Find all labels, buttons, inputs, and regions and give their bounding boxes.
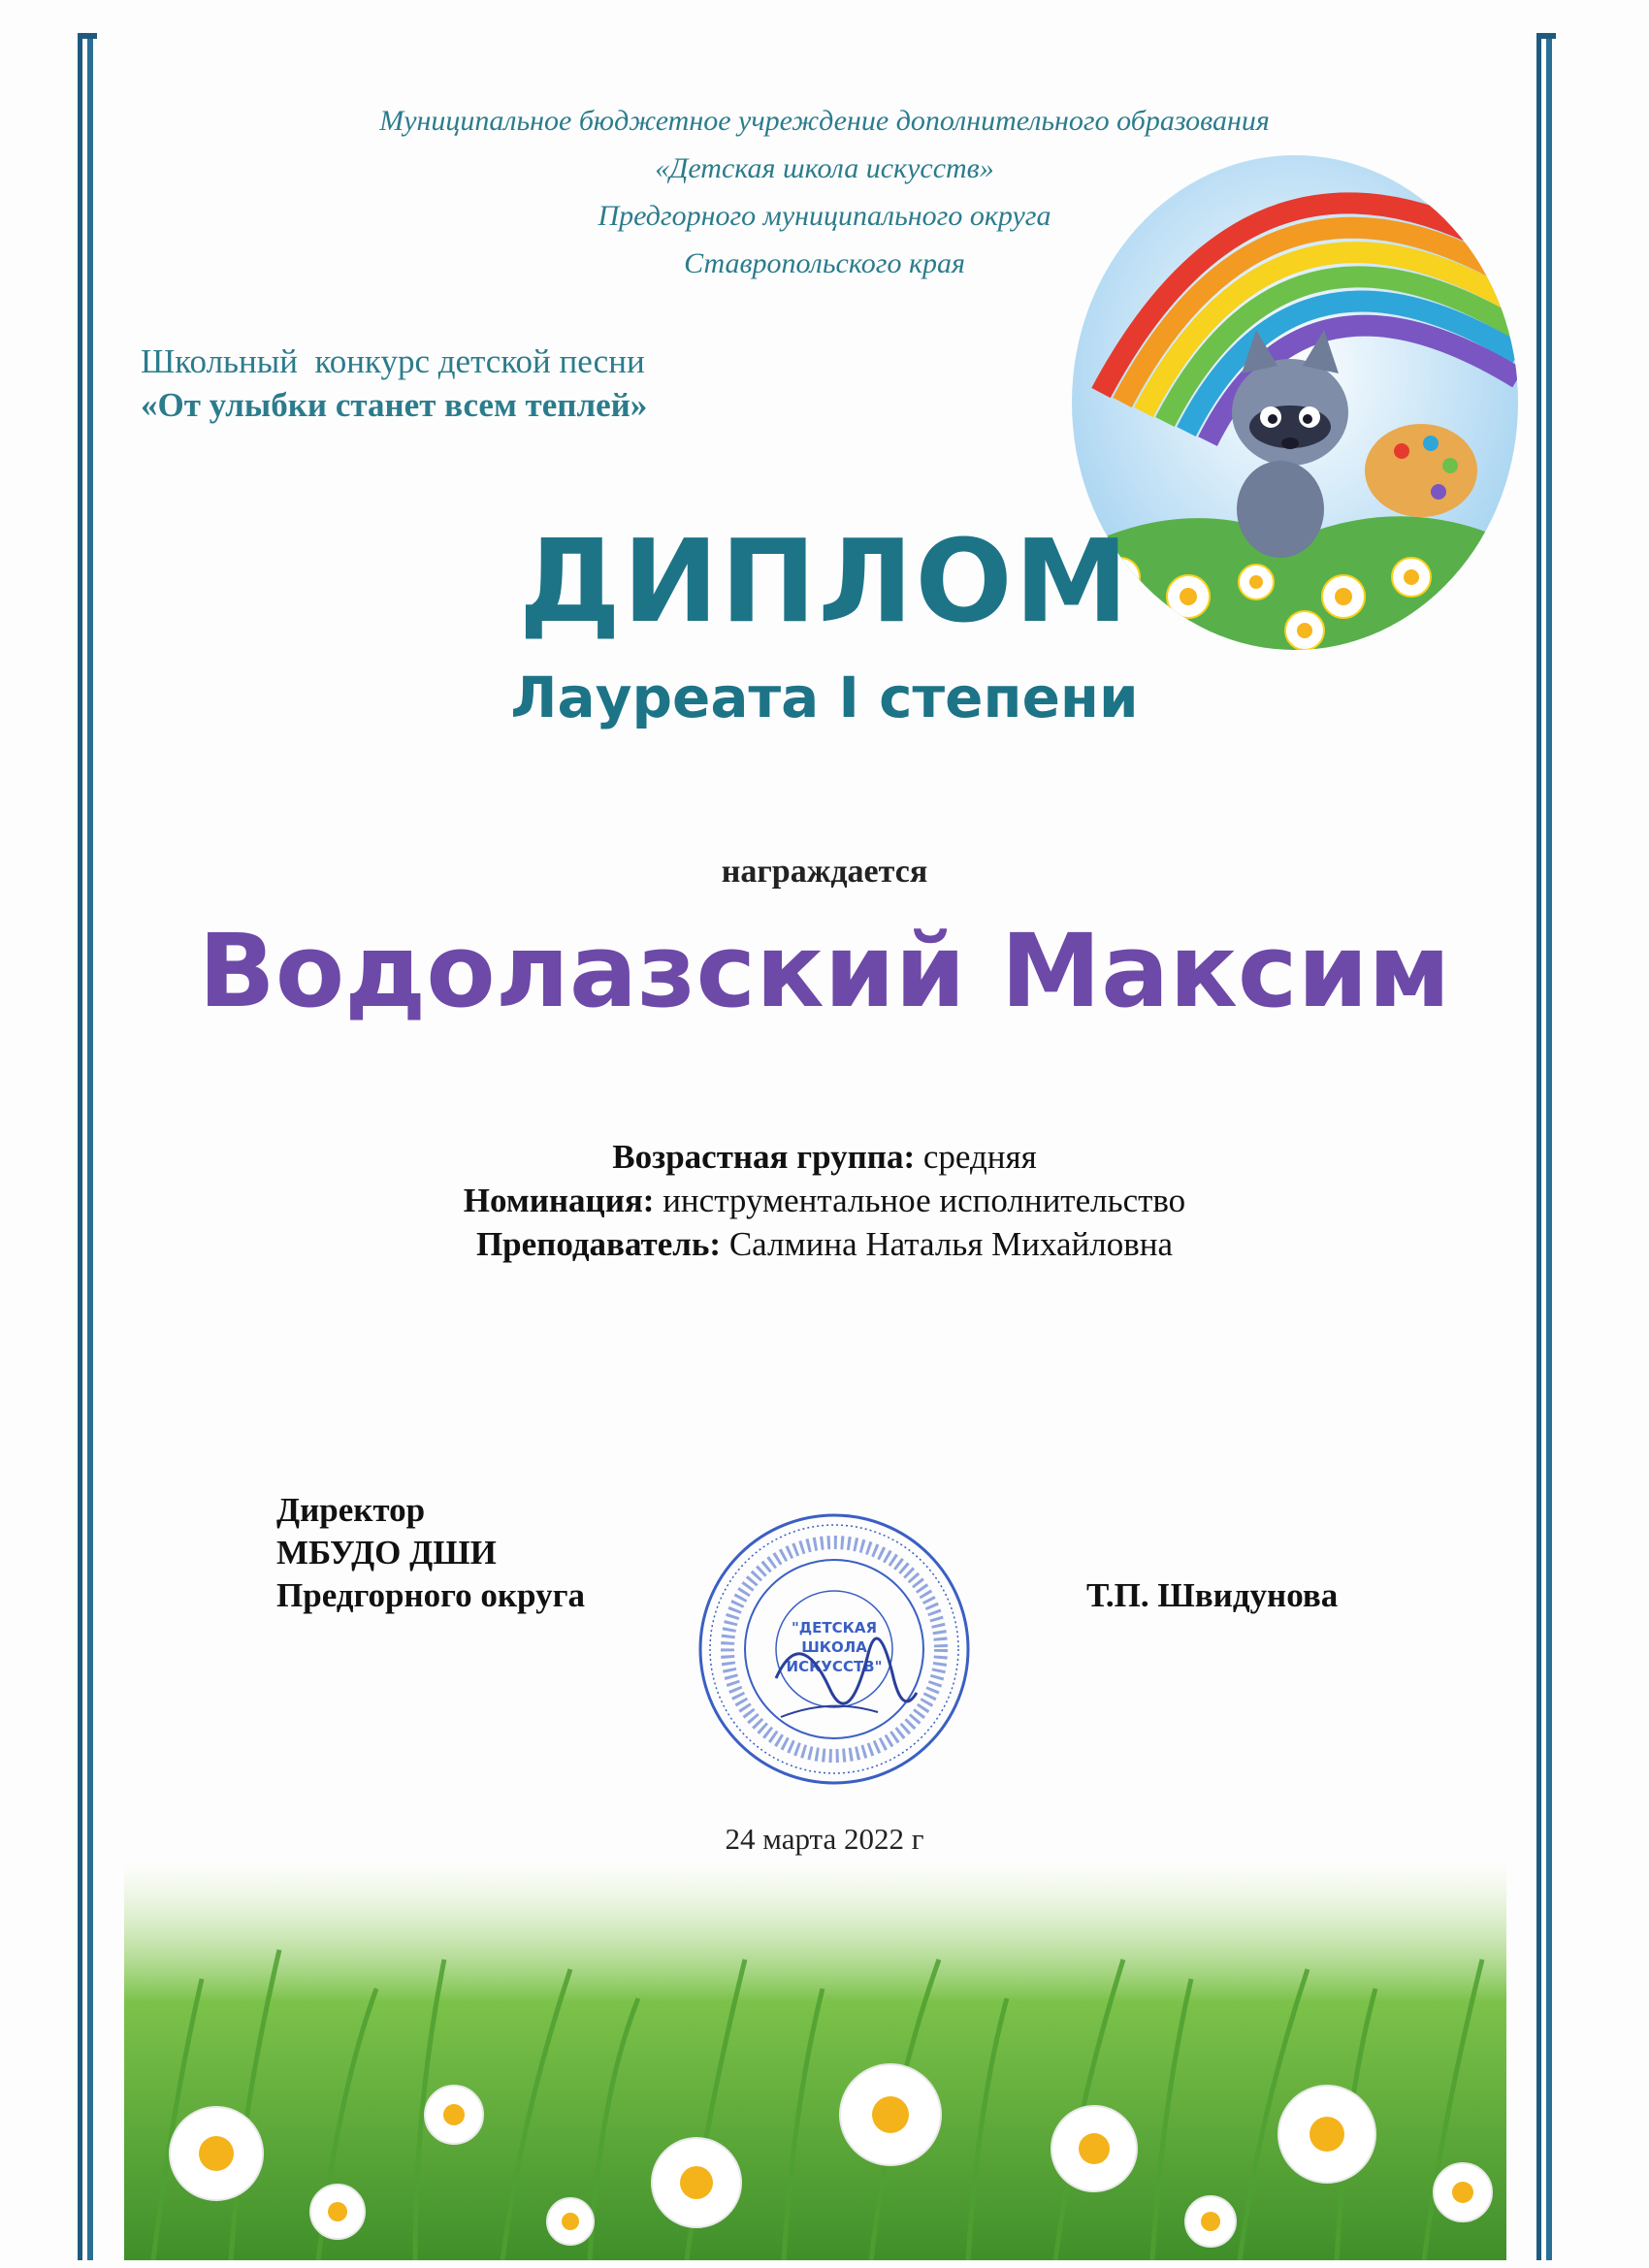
contest-name: «От улыбки станет всем теплей» <box>141 386 648 424</box>
nomination-row <box>0 1179 1649 1222</box>
frame-corner-tl <box>78 33 97 39</box>
official-stamp <box>684 1508 985 1790</box>
nomination-label: Номинация: <box>463 1182 655 1219</box>
contest-type: Школьный конкурс детской песни <box>141 342 645 380</box>
issue-date: 24 марта 2022 г <box>725 1822 924 1856</box>
age-group-label: Возрастная группа: <box>612 1138 916 1176</box>
recipient-name: Водолазский Максим <box>198 912 1451 1030</box>
award-details <box>0 1135 1649 1266</box>
nomination-value: инструментальное исполнительство <box>654 1182 1186 1219</box>
stamp-line-1: "ДЕТСКАЯ <box>791 1619 878 1636</box>
stamp-line-3: ИСКУССТВ" <box>786 1658 883 1675</box>
signer-name: Т.П. Швидунова <box>1086 1576 1339 1614</box>
frame-corner-tr <box>1536 33 1556 39</box>
daisy-meadow-illustration <box>124 1863 1506 2260</box>
institution-line-2: «Детская школа искусств» <box>655 152 994 184</box>
position-line-1: Директор <box>276 1491 426 1529</box>
institution-line-1: Муниципальное бюджетное учреждение дополнительного образования <box>379 105 1270 137</box>
position-line-2: МБУДО ДШИ <box>276 1534 497 1571</box>
awarded-text: награждается <box>721 854 928 890</box>
teacher-row <box>0 1222 1649 1266</box>
contest-info <box>141 340 647 427</box>
director-position <box>276 1489 585 1617</box>
institution-line-3: Предгорного муниципального округа <box>598 200 1051 232</box>
age-group-row <box>0 1135 1649 1179</box>
diploma-subtitle: Лауреата I степени <box>510 664 1139 730</box>
age-group-value: средняя <box>915 1138 1037 1176</box>
position-line-3: Предгорного округа <box>276 1576 585 1614</box>
stamp-line-2: ШКОЛА <box>801 1638 867 1656</box>
diploma-title: ДИПЛОМ <box>518 514 1131 648</box>
teacher-label: Преподаватель: <box>475 1225 722 1263</box>
institution-line-4: Ставропольского края <box>684 247 965 279</box>
teacher-value: Салмина Наталья Михайловна <box>721 1225 1174 1263</box>
